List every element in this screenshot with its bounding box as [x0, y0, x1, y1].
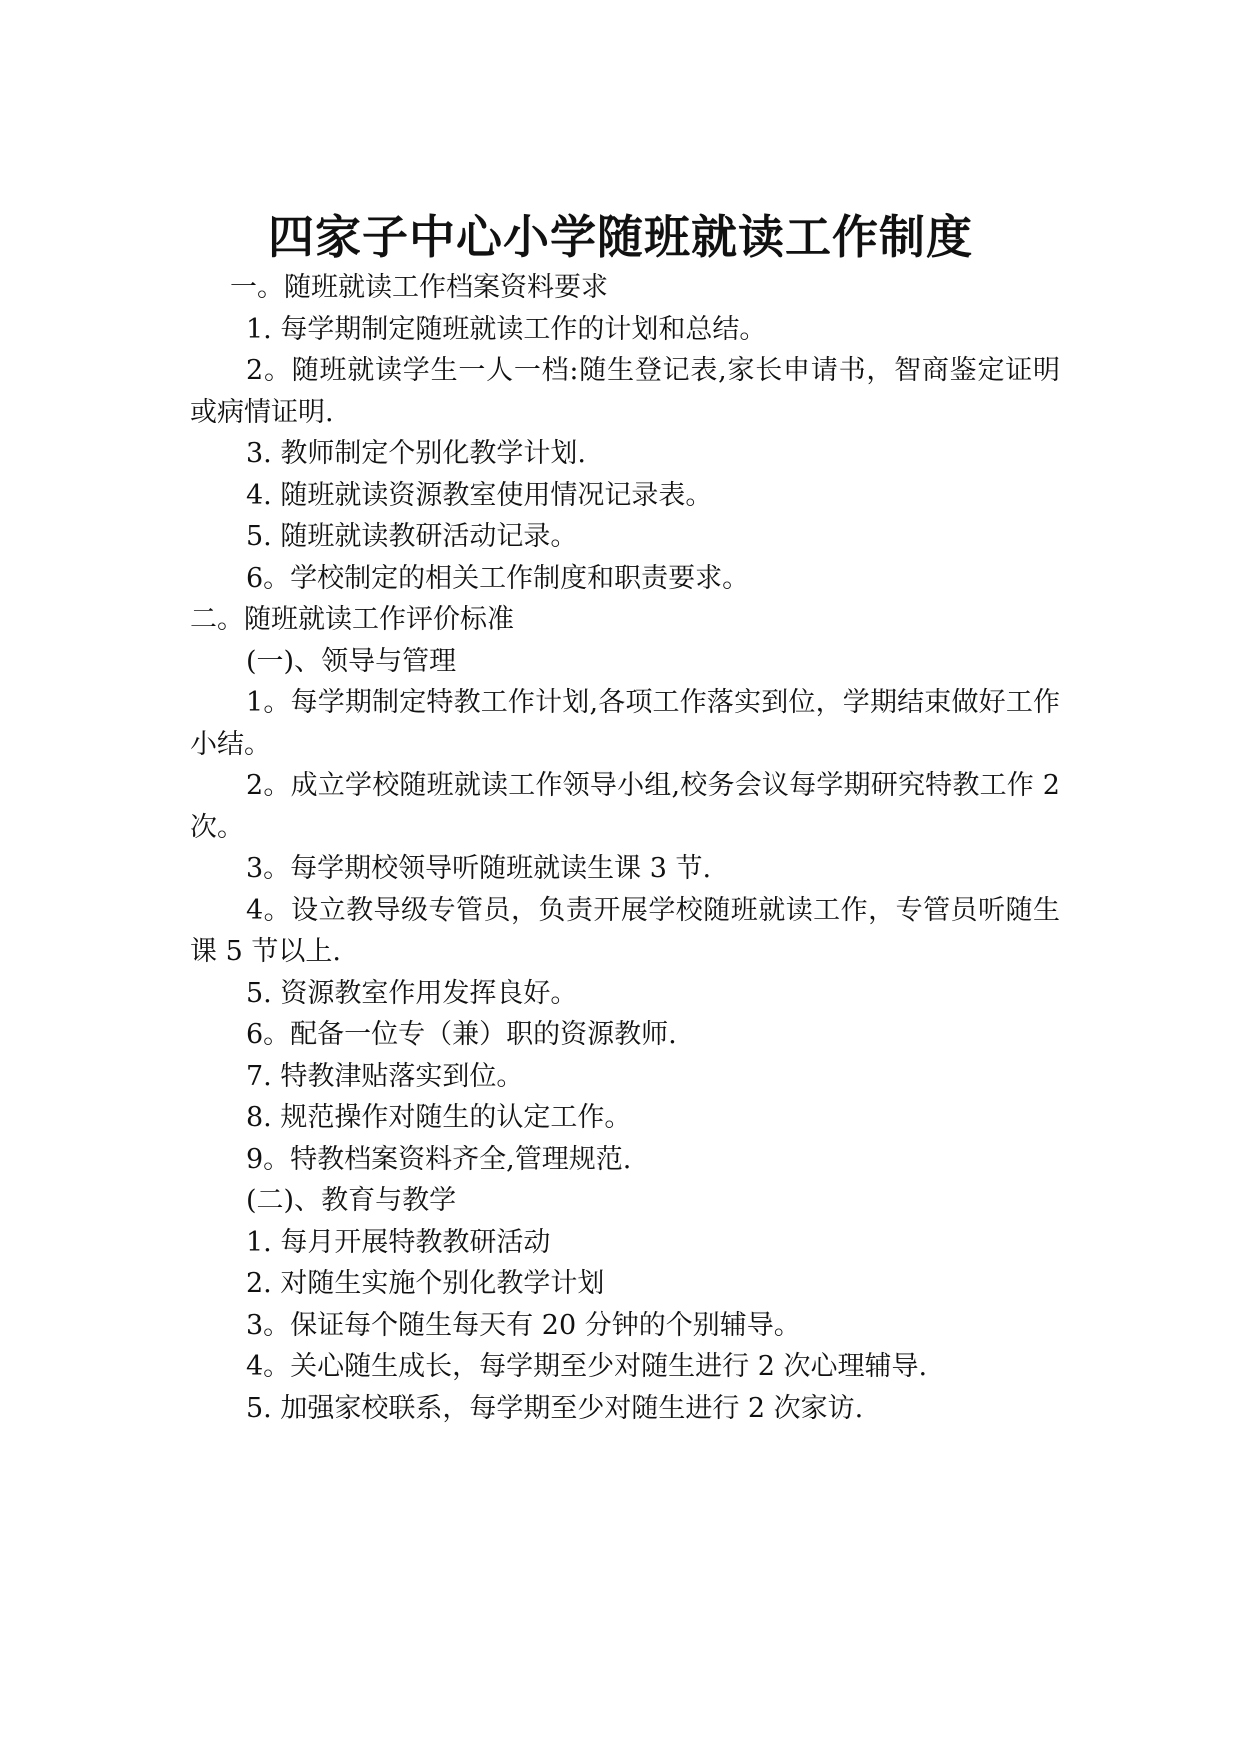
- section-1-heading: 一。随班就读工作档案资料要求: [230, 272, 608, 303]
- subsection-1-item-9: 9。特教档案资料齐全,管理规范.: [246, 1143, 632, 1175]
- subsection-1-item-6: 6。配备一位专（兼）职的资源教师.: [246, 1019, 677, 1050]
- section-1-item-6: 6。学校制定的相关工作制度和职责要求。: [246, 562, 750, 594]
- subsection-2-heading: (二)、教育与教学: [246, 1185, 457, 1216]
- section-1-item-1: 1. 每学期制定随班就读工作的计划和总结。: [246, 313, 767, 345]
- subsection-2-item-2: 2. 对随生实施个别化教学计划: [246, 1268, 605, 1299]
- subsection-2-item-4: 4。关心随生成长，每学期至少对随生进行 2 次心理辅导.: [246, 1351, 928, 1382]
- subsection-1-item-1: 1。每学期制定特教工作计划,各项工作落实到位，学期结束做好工作小结。: [190, 687, 1060, 760]
- document-body: [190, 267, 1060, 1429]
- subsection-1-item-5: 5. 资源教室作用发挥良好。: [246, 977, 578, 1009]
- subsection-1-item-2: 2。成立学校随班就读工作领导小组,校务会议每学期研究特教工作 2 次。: [190, 770, 1060, 843]
- section-1-item-2: 2。随班就读学生一人一档:随生登记表,家长申请书，智商鉴定证明或病情证明.: [190, 355, 1060, 428]
- section-2-heading: 二。随班就读工作评价标准: [190, 604, 514, 635]
- subsection-1-item-3: 3。每学期校领导听随班就读生课 3 节.: [246, 853, 712, 884]
- section-1-item-4: 4. 随班就读资源教室使用情况记录表。: [246, 479, 713, 511]
- document-title: 四家子中心小学随班就读工作制度: [268, 209, 973, 264]
- subsection-2-item-5: 5. 加强家校联系，每学期至少对随生进行 2 次家访.: [246, 1392, 864, 1424]
- section-1-item-3: 3. 教师制定个别化教学计划.: [246, 438, 586, 469]
- subsection-2-item-3: 3。保证每个随生每天有 20 分钟的个别辅导。: [246, 1309, 801, 1341]
- subsection-1-item-8: 8. 规范操作对随生的认定工作。: [246, 1102, 632, 1133]
- section-1-item-5: 5. 随班就读教研活动记录。: [246, 521, 578, 552]
- subsection-1-heading: (一)、领导与管理: [246, 645, 457, 677]
- subsection-1-item-7: 7. 特教津贴落实到位。: [246, 1060, 524, 1092]
- subsection-1-item-4: 4。设立教导级专管员，负责开展学校随班就读工作，专管员听随生课 5 节以上.: [190, 894, 1060, 967]
- subsection-2-item-1: 1. 每月开展特教教研活动: [246, 1226, 551, 1258]
